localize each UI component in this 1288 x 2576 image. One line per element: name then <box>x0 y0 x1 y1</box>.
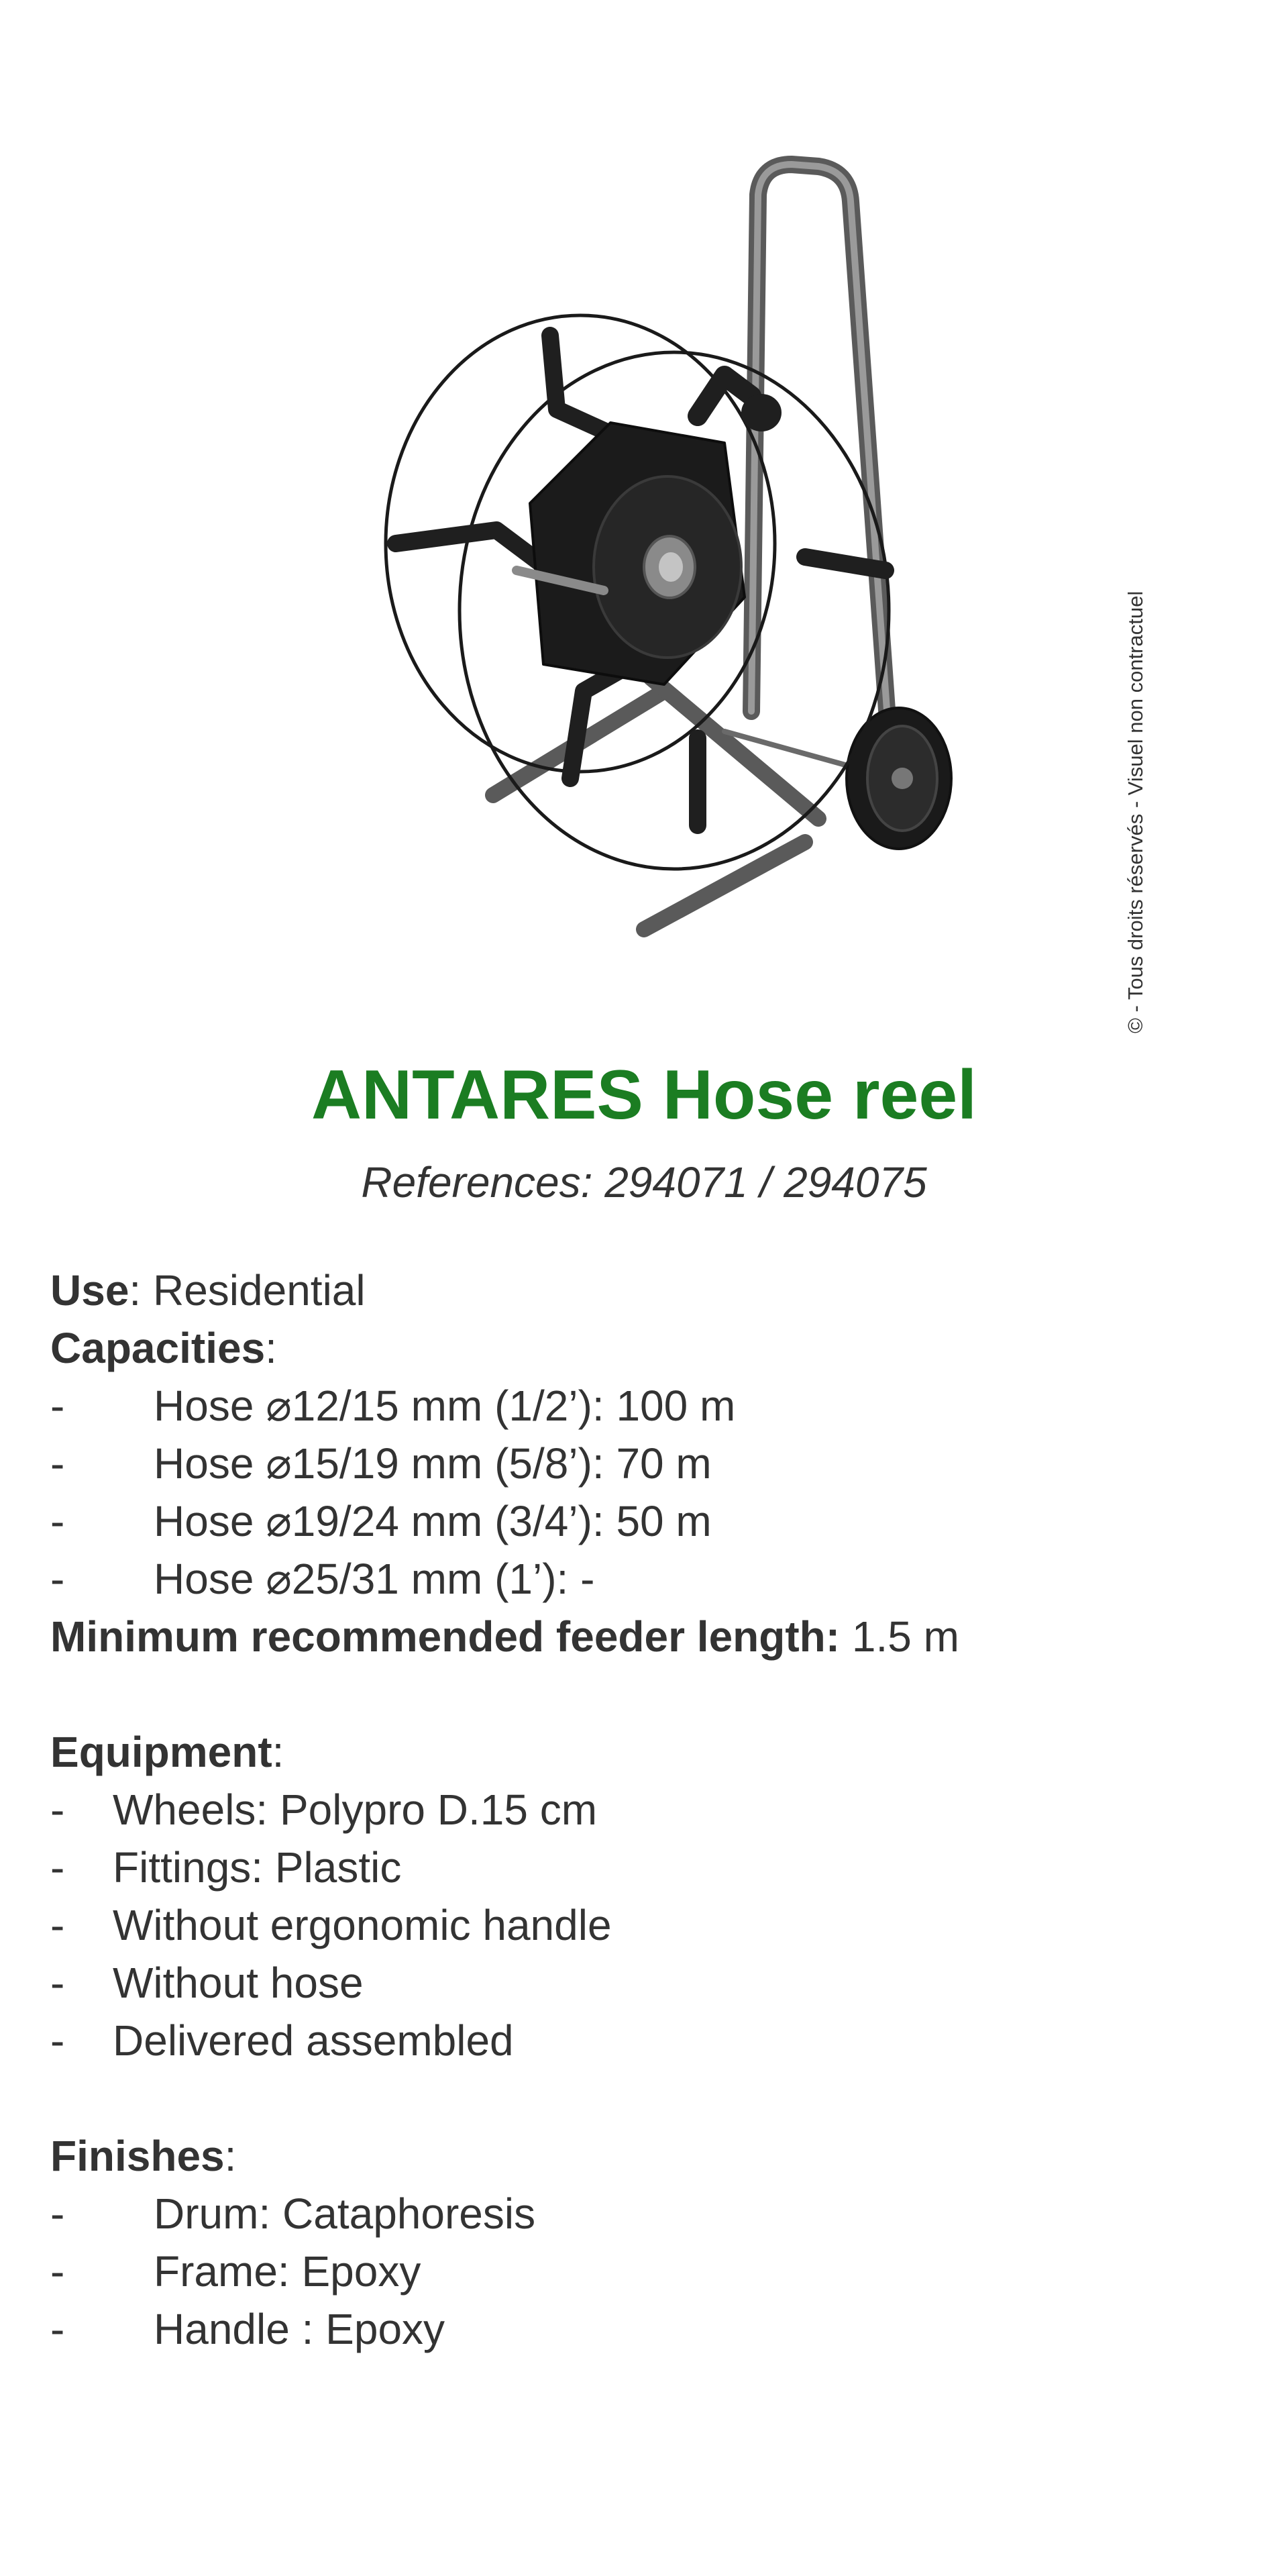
bullet: - <box>50 1555 65 1603</box>
equipment-item <box>50 1839 959 1896</box>
bullet: - <box>50 1843 65 1892</box>
equipment-item <box>50 2012 959 2069</box>
finish-item <box>50 2300 959 2358</box>
equipment-heading: Equipment: <box>50 1728 284 1776</box>
capacity-item-text: Hose ⌀15/19 mm (5/8’): 70 m <box>154 1439 712 1488</box>
specifications <box>50 1261 959 2358</box>
equipment-label: Equipment <box>50 1728 272 1776</box>
equipment-item <box>50 1954 959 2012</box>
equipment-item-text: Fittings: Plastic <box>113 1843 402 1892</box>
feeder-value: 1.5 m <box>840 1612 959 1661</box>
capacity-item <box>50 1377 959 1435</box>
feeder-label: Minimum recommended feeder length: <box>50 1612 841 1661</box>
equipment-item <box>50 1896 959 1954</box>
equipment-item <box>50 1781 959 1839</box>
hose-reel-product-image <box>349 154 979 960</box>
capacity-item-text: Hose ⌀12/15 mm (1/2’): 100 m <box>154 1382 736 1430</box>
bullet: - <box>50 1382 65 1430</box>
finish-item <box>50 2243 959 2300</box>
finish-item-text: Handle : Epoxy <box>154 2305 445 2353</box>
bullet: - <box>50 2247 65 2296</box>
use-value: : Residential <box>129 1266 366 1315</box>
equipment-item-text: Delivered assembled <box>113 2016 514 2065</box>
copyright-notice: © - Tous droits réservés - Visuel non contractuel <box>1124 590 1147 1033</box>
bullet: - <box>50 2189 65 2238</box>
bullet: - <box>50 1959 65 2007</box>
equipment-item-text: Wheels: Polypro D.15 cm <box>113 1786 598 1834</box>
bullet: - <box>50 2305 65 2353</box>
capacity-item <box>50 1492 959 1550</box>
use-line <box>50 1261 959 1319</box>
use-label: Use <box>50 1266 129 1315</box>
finish-item-text: Drum: Cataphoresis <box>154 2189 536 2238</box>
bullet: - <box>50 2016 65 2065</box>
capacities-heading: Capacities: <box>50 1324 277 1372</box>
feeder-line <box>50 1608 959 1665</box>
finish-item <box>50 2185 959 2243</box>
finishes-heading: Finishes: <box>50 2132 237 2180</box>
product-references: References: 294071 / 294075 <box>361 1158 927 1206</box>
bullet: - <box>50 1497 65 1545</box>
capacity-item <box>50 1550 959 1608</box>
capacity-item-text: Hose ⌀25/31 mm (1’): - <box>154 1555 595 1603</box>
finishes-label: Finishes <box>50 2132 225 2180</box>
capacity-item-text: Hose ⌀19/24 mm (3/4’): 50 m <box>154 1497 712 1545</box>
capacities-label: Capacities <box>50 1324 266 1372</box>
bullet: - <box>50 1786 65 1834</box>
capacity-item <box>50 1435 959 1492</box>
product-title: ANTARES Hose reel <box>311 1056 977 1134</box>
equipment-item-text: Without ergonomic handle <box>113 1901 612 1949</box>
bullet: - <box>50 1901 65 1949</box>
finish-item-text: Frame: Epoxy <box>154 2247 421 2296</box>
bullet: - <box>50 1439 65 1488</box>
equipment-item-text: Without hose <box>113 1959 364 2007</box>
